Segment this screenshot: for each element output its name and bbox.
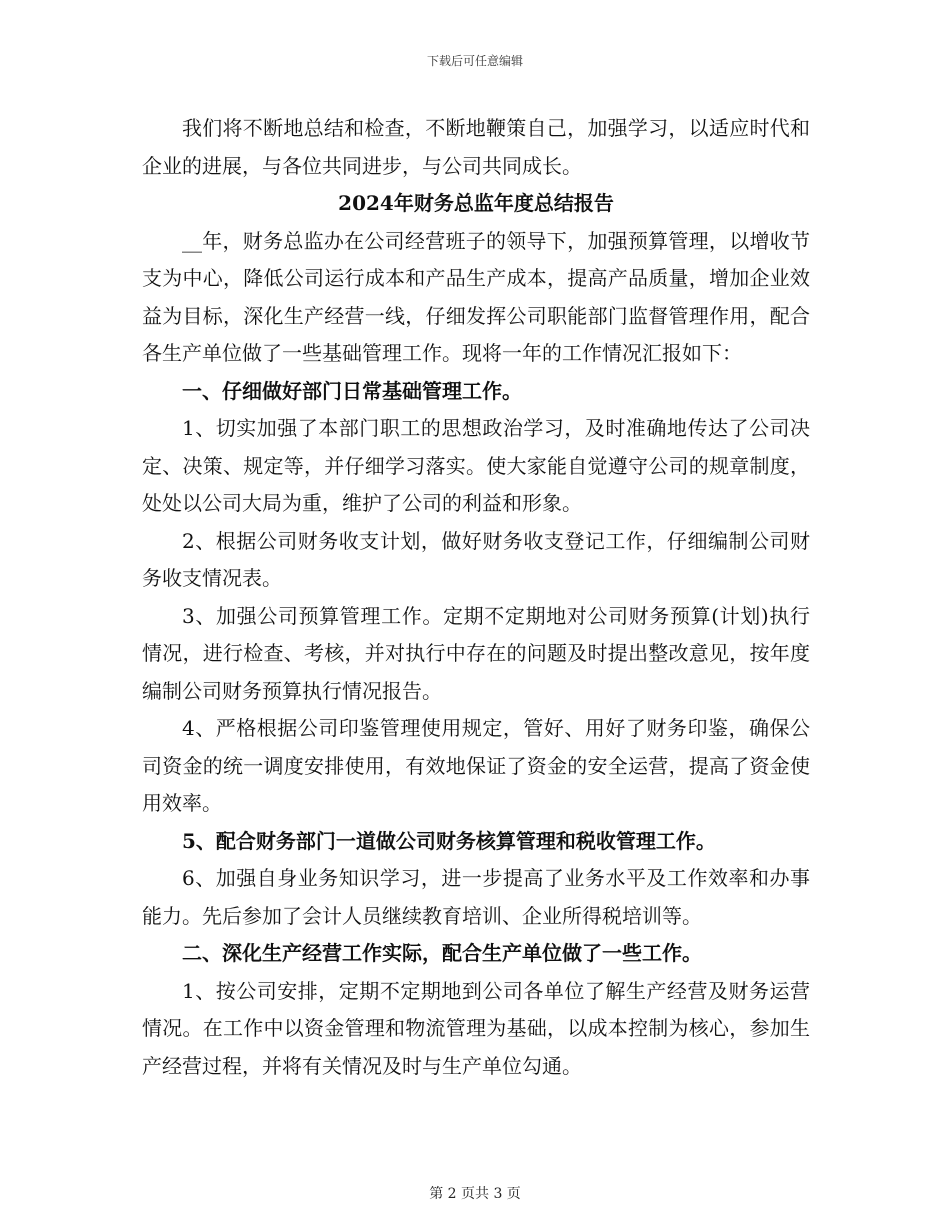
document-body: [142, 110, 810, 1085]
paragraph-item-1: 1、切实加强了本部门职工的思想政治学习，及时准确地传达了公司决定、决策、规定等，并仔细学习落实。使大家能自觉遵守公司的规章制度，处处以公司大局为重，维护了公司的利益和形象。: [142, 416, 810, 515]
paragraph-item-3: 3、加强公司预算管理工作。定期不定期地对公司财务预算(计划)执行情况，进行检查、考核，并对执行中存在的问题及时提出整改意见，按年度编制公司财务预算执行情况报告。: [142, 603, 810, 703]
paragraph-item-5: 5、配合财务部门一道做公司财务核算管理和税收管理工作。: [182, 828, 716, 853]
paragraph-closing: 我们将不断地总结和检查，不断地鞭策自己，加强学习，以适应时代和企业的进展，与各位共同进步，与公司共同成长。: [142, 116, 810, 178]
paragraph-item-6: 6、加强自身业务知识学习，进一步提高了业务水平及工作效率和办事能力。先后参加了会计人员继续教育培训、企业所得税培训等。: [142, 866, 810, 928]
paragraph-section2-item-1: 1、按公司安排，定期不定期地到公司各单位了解生产经营及财务运营情况。在工作中以资金管理和物流管理为基础，以成本控制为核心，参加生产经营过程，并将有关情况及时与生产单位勾通。: [142, 978, 810, 1078]
report-title: 2024年财务总监年度总结报告: [338, 191, 614, 215]
paragraph-item-2: 2、根据公司财务收支计划，做好财务收支登记工作，仔细编制公司财务收支情况表。: [142, 528, 810, 590]
paragraph-intro: __年，财务总监办在公司经营班子的领导下，加强预算管理，以增收节支为中心，降低公司运行成本和产品生产成本，提高产品质量，增加企业效益为目标，深化生产经营一线，仔细发挥公司职能部门监督管理作用，配合各生产单位做了一些基础管理工作。现将一年的工作情况汇报如下：: [142, 228, 810, 365]
section-heading-2: 二、深化生产经营工作实际，配合生产单位做了一些工作。: [182, 941, 702, 965]
paragraph-item-4: 4、严格根据公司印鉴管理使用规定，管好、用好了财务印鉴，确保公司资金的统一调度安排使用，有效地保证了资金的安全运营，提高了资金使用效率。: [142, 716, 810, 815]
section-heading-1: 一、仔细做好部门日常基础管理工作。: [182, 378, 522, 403]
page-footer: 第 2 页共 3 页: [429, 1186, 521, 1202]
page-header: 下载后可任意编辑: [426, 54, 523, 68]
